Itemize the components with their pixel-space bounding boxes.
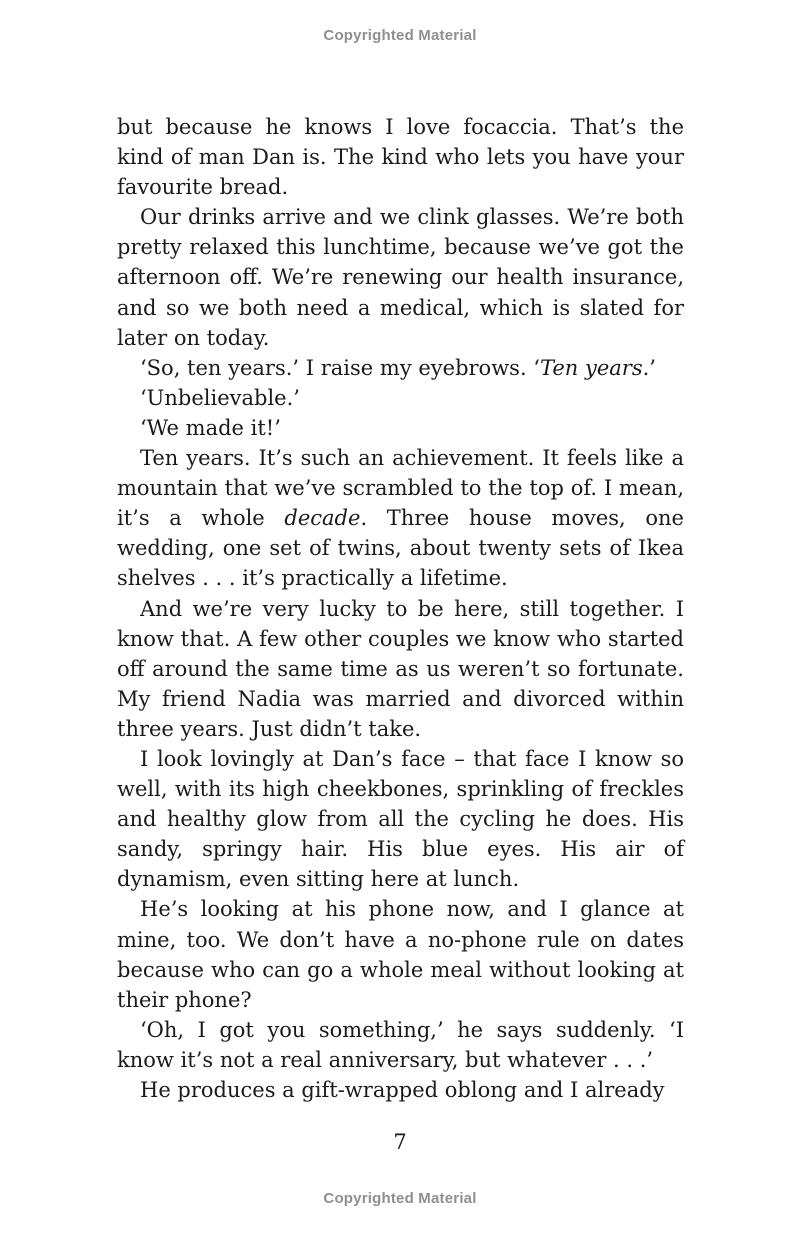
text-run: ‘So, ten years.’ I raise my eyebrows. ‘ (140, 355, 540, 380)
text-run: ‘Unbelievable.’ (140, 385, 300, 410)
paragraph (117, 443, 684, 593)
italic-text-run: Ten years. (539, 355, 650, 380)
body-text (117, 112, 684, 1105)
text-run: Our drinks arrive and we clink glasses. We’re both pretty relaxed this lunchtime, because we’ve got the afternoon off. We’re renewing our health insurance, and so we both need a medical, which is slated for later on today. (117, 205, 684, 350)
text-run: . Three house moves, one wedding, one set of twins, about twenty sets of Ikea shelves . . . it’s practically a lifetime. (117, 506, 684, 591)
copyright-watermark-top: Copyrighted Material (323, 27, 477, 44)
paragraph (117, 1015, 684, 1075)
paragraph (117, 413, 684, 443)
text-run: Ten years. It’s such an achievement. It feels like a mountain that we’ve scrambled to the top of. I mean, it’s a whole (117, 446, 684, 531)
copyright-watermark-bottom: Copyrighted Material (323, 1190, 477, 1207)
paragraph (117, 383, 684, 413)
paragraph (117, 112, 684, 202)
text-run: ‘We made it!’ (140, 415, 281, 440)
page-number: 7 (393, 1130, 407, 1154)
text-run: but because he knows I love focaccia. That’s the kind of man Dan is. The kind who lets you have your favourite bread. (117, 115, 684, 200)
text-run: ’ (649, 355, 656, 380)
text-run: And we’re very lucky to be here, still together. I know that. A few other couples we know who started off around the same time as us weren’t so fortunate. My friend Nadia was married and divorced within three years. Just didn’t take. (117, 596, 684, 741)
text-run: He produces a gift-wrapped oblong and I already (140, 1078, 665, 1102)
paragraph (117, 353, 684, 383)
text-run: I look lovingly at Dan’s face – that face I know so well, with its high cheekbones, sprinkling of freckles and healthy glow from all the cycling he does. His sandy, springy hair. His blue eyes. His air of dynamism, even sitting here at lunch. (117, 746, 684, 892)
text-run: He’s looking at his phone now, and I glance at mine, too. We don’t have a no-phone rule on dates because who can go a whole meal without looking at their phone? (117, 897, 684, 1012)
paragraph (117, 594, 684, 744)
paragraph (117, 202, 684, 352)
italic-text-run: decade (284, 506, 361, 531)
paragraph (117, 1075, 684, 1105)
text-run: ‘Oh, I got you something,’ he says suddenly. ‘I know it’s not a real anniversary, but whatever . . .’ (117, 1017, 684, 1072)
paragraph (117, 744, 684, 894)
paragraph (117, 894, 684, 1014)
